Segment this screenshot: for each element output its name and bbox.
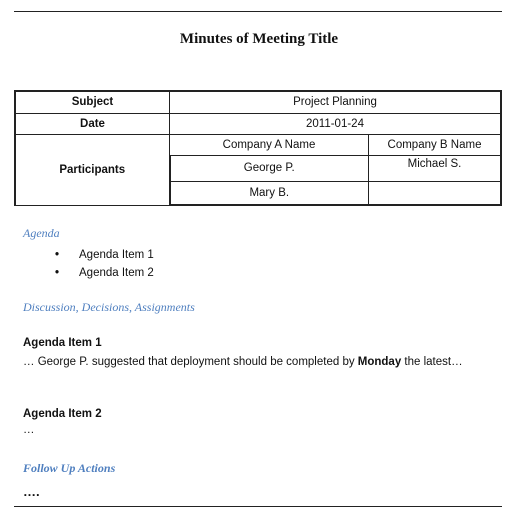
discussion-item-text — [23, 353, 493, 371]
agenda-list-item — [55, 264, 154, 282]
subject-value: Project Planning — [170, 91, 502, 113]
bottom-rule — [14, 506, 502, 507]
agenda-list — [55, 246, 154, 282]
subject-label: Subject — [15, 91, 170, 113]
discussion-text-start: … George P. suggested that deployment should be completed by — [23, 356, 358, 368]
date-value: 2011-01-24 — [170, 113, 502, 134]
participants-label: Participants — [15, 134, 170, 205]
follow-up-heading: Follow Up Actions — [23, 461, 116, 475]
document-title: Minutes of Meeting Title — [179, 31, 339, 47]
agenda-item-label: Agenda Item 2 — [79, 267, 154, 279]
bullet-icon: • — [55, 249, 60, 261]
discussion-heading: Discussion, Decisions, Assignments — [23, 300, 195, 314]
discussion-item-text: … — [23, 424, 35, 436]
bullet-icon: • — [55, 267, 60, 279]
company-a-participant: Mary B. — [170, 181, 369, 205]
agenda-list-item — [55, 246, 154, 264]
company-b-name: Company B Name — [369, 134, 502, 155]
date-label: Date — [15, 113, 170, 134]
discussion-item-title: Agenda Item 1 — [23, 337, 102, 349]
follow-up-text: …. — [23, 484, 40, 499]
date-row — [15, 113, 501, 134]
agenda-item-label: Agenda Item 1 — [79, 249, 154, 261]
discussion-text-end: the latest… — [401, 356, 463, 368]
company-b-participant: Michael S. — [369, 155, 502, 181]
top-rule — [14, 11, 502, 12]
company-b-participant — [369, 181, 502, 205]
subject-row — [15, 91, 501, 113]
agenda-heading: Agenda — [23, 226, 60, 240]
company-a-participant: George P. — [170, 155, 369, 181]
discussion-item-title: Agenda Item 2 — [23, 408, 102, 420]
deadline-day: Monday — [357, 356, 402, 368]
company-a-name: Company A Name — [170, 134, 369, 155]
meeting-info-table — [14, 90, 502, 206]
companies-row — [15, 134, 501, 155]
